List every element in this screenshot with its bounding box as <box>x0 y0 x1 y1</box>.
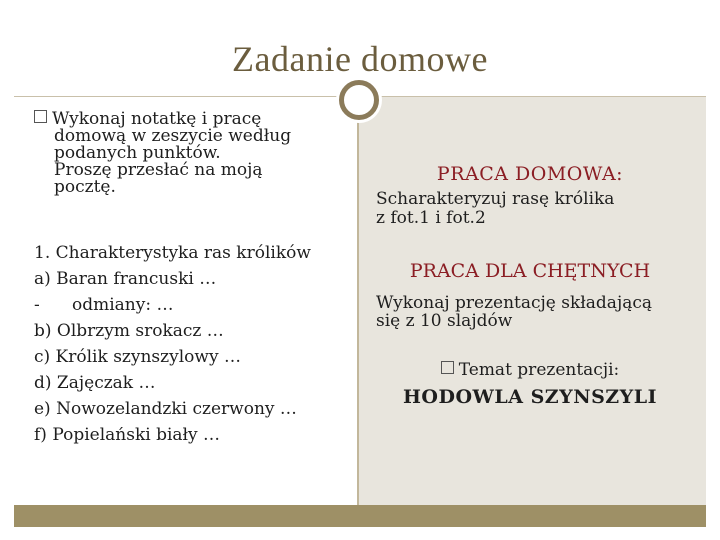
slide-title: Zadanie domowe <box>232 39 488 79</box>
instruction-bullet <box>34 110 344 196</box>
homework-heading: PRACA DOMOWA: <box>436 163 624 185</box>
volunteer-line: się z 10 slajdów <box>376 311 513 331</box>
list-item: c) Królik szynszylowy … <box>34 347 241 367</box>
circle-ornament-icon <box>339 80 379 120</box>
volunteer-heading: PRACA DLA CHĘTNYCH <box>409 260 651 282</box>
list-item: e) Nowozelandzki czerwony … <box>34 399 297 419</box>
instruction-line: Wykonaj notatkę i pracę <box>52 109 262 129</box>
instruction-line: pocztę. <box>54 177 116 197</box>
column-divider <box>357 97 359 505</box>
topic-value: HODOWLA SZYNSZYLI <box>402 386 657 408</box>
homework-line: z fot.1 i fot.2 <box>376 208 486 228</box>
topic-label: Temat prezentacji: <box>458 360 620 380</box>
list-heading: 1. Charakterystyka ras królików <box>34 243 311 263</box>
checkbox-bullet-icon <box>441 361 454 374</box>
volunteer-text <box>370 294 690 330</box>
list-item: a) Baran francuski … <box>34 269 217 289</box>
bottom-bar <box>14 505 706 527</box>
rabbit-breeds-list <box>34 240 354 448</box>
list-item: d) Zajęczak … <box>34 373 156 393</box>
instruction-line: podanych punktów. <box>54 143 221 163</box>
homework-line: Scharakteryzuj rasę królika <box>376 189 615 209</box>
instruction-line: domową w zeszycie według <box>54 126 292 146</box>
volunteer-line: Wykonaj prezentację składającą <box>376 293 653 313</box>
list-item: - odmiany: … <box>34 295 174 315</box>
instruction-line: Proszę przesłać na moją <box>54 160 263 180</box>
topic-line <box>370 360 690 380</box>
list-item: f) Popielański biały … <box>34 425 221 445</box>
checkbox-bullet-icon <box>34 110 47 123</box>
list-item: b) Olbrzym srokacz … <box>34 321 224 341</box>
homework-text <box>370 190 690 228</box>
